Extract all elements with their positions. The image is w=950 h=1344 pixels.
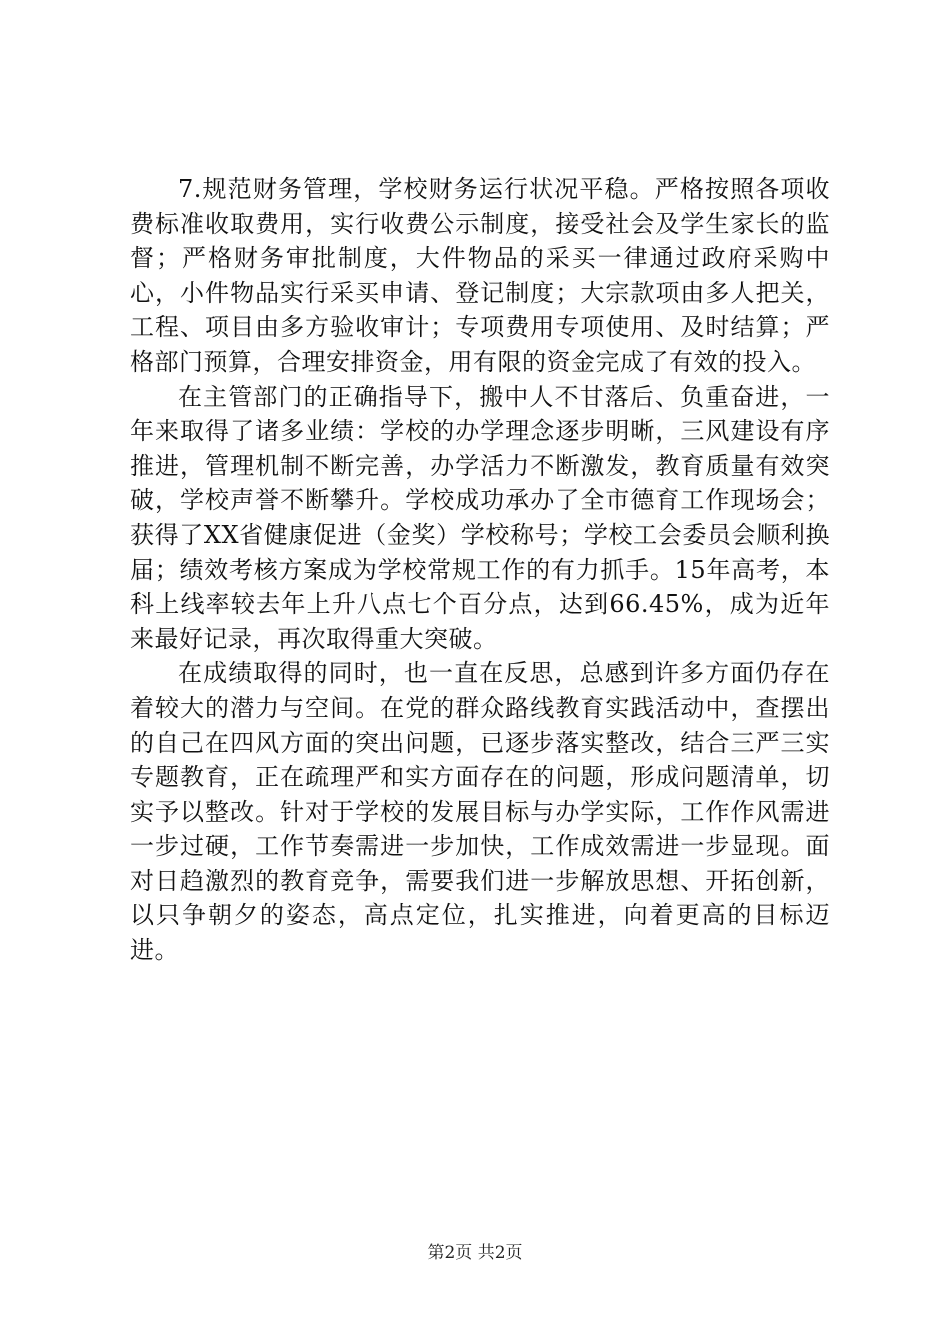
paragraph-finance: 7.规范财务管理，学校财务运行状况平稳。严格按照各项收费标准收取费用，实行收费公示制度，接受社会及学生家长的监督；严格财务审批制度，大件物品的采买一律通过政府采购中心，小件物品实行采买申请、登记制度；大宗款项由多人把关，工程、项目由多方验收审计；专项费用专项使用、及时结算；严格部门预算，合理安排资金，用有限的资金完成了有效的投入。: [130, 175, 830, 376]
paragraph-reflection: 在成绩取得的同时，也一直在反思，总感到许多方面仍存在着较大的潜力与空间。在党的群众路线教育实践活动中，查摆出的自己在四风方面的突出问题，已逐步落实整改，结合三严三实专题教育，正在疏理严和实方面存在的问题，形成问题清单，切实予以整改。针对于学校的发展目标与办学实际，工作作风需进一步过硬，工作节奏需进一步加快，工作成效需进一步显现。面对日趋激烈的教育竞争，需要我们进一步解放思想、开拓创新，以只争朝夕的姿态，高点定位，扎实推进，向着更高的目标迈进。: [130, 659, 830, 965]
document-body: [130, 172, 830, 968]
paragraph-achievements: 在主管部门的正确指导下，搬中人不甘落后、负重奋进，一年来取得了诸多业绩：学校的办学理念逐步明晰，三风建设有序推进，管理机制不断完善，办学活力不断激发，教育质量有效突破，学校声誉不断攀升。学校成功承办了全市德育工作现场会；获得了XX省健康促进（金奖）学校称号；学校工会委员会顺利换届；绩效考核方案成为学校常规工作的有力抓手。15年高考，本科上线率较去年上升八点七个百分点，达到66.45%，成为近年来最好记录，再次取得重大突破。: [130, 382, 830, 653]
page-number-footer: 第2页 共2页: [427, 1243, 523, 1263]
